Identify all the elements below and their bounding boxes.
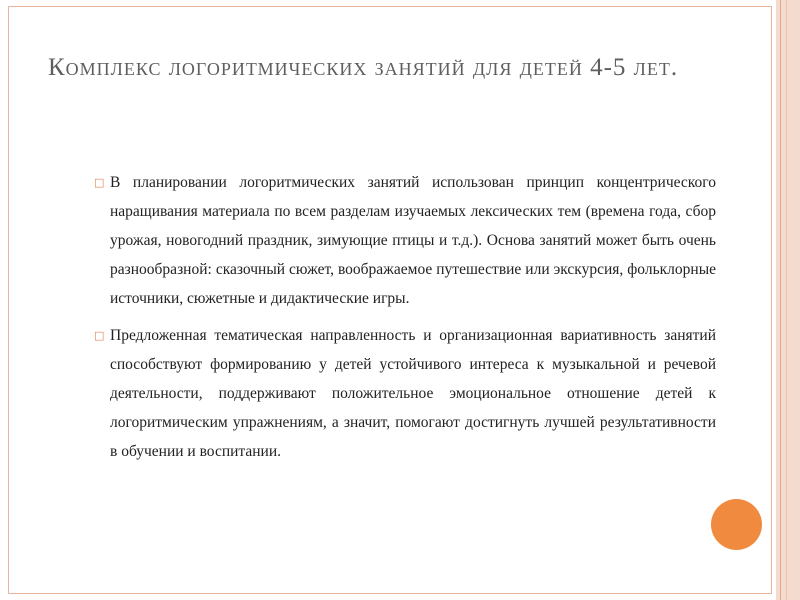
slide-title: Комплекс логоритмических занятий для детей 4-5 лет. — [48, 54, 679, 81]
bullet-text: Предложенная тематическая направленность и организационная вариативность занятий способствуют формированию у детей устойчивого интереса к музыкальной и речевой деятельности, поддерживают положительное эмоциональное отношение детей к логоритмическим упражнениям, а значит, помогают достигнуть лучшей результативности в обучении и воспитании. — [110, 327, 716, 460]
bullet-text: В планировании логоритмических занятий использован принцип концентрического наращивания материала по всем разделам изучаемых лексических тем (времена года, сбор урожая, новогодний праздник, зимующие птицы и т.д.). Основа занятий может быть очень разнообразной: сказочный сюжет, воображаемое путешествие или экскурсия, фольклорные источники, сюжетные и дидактические игры. — [110, 174, 716, 307]
square-bullet-icon: □ — [94, 176, 105, 189]
square-bullet-icon: □ — [94, 329, 105, 342]
bullet-item — [94, 168, 716, 313]
decorative-right-line — [780, 0, 781, 600]
bullet-item — [94, 321, 716, 466]
bullet-list — [94, 168, 716, 474]
decorative-right-line-inner — [786, 0, 787, 600]
decorative-orange-circle — [711, 499, 762, 550]
